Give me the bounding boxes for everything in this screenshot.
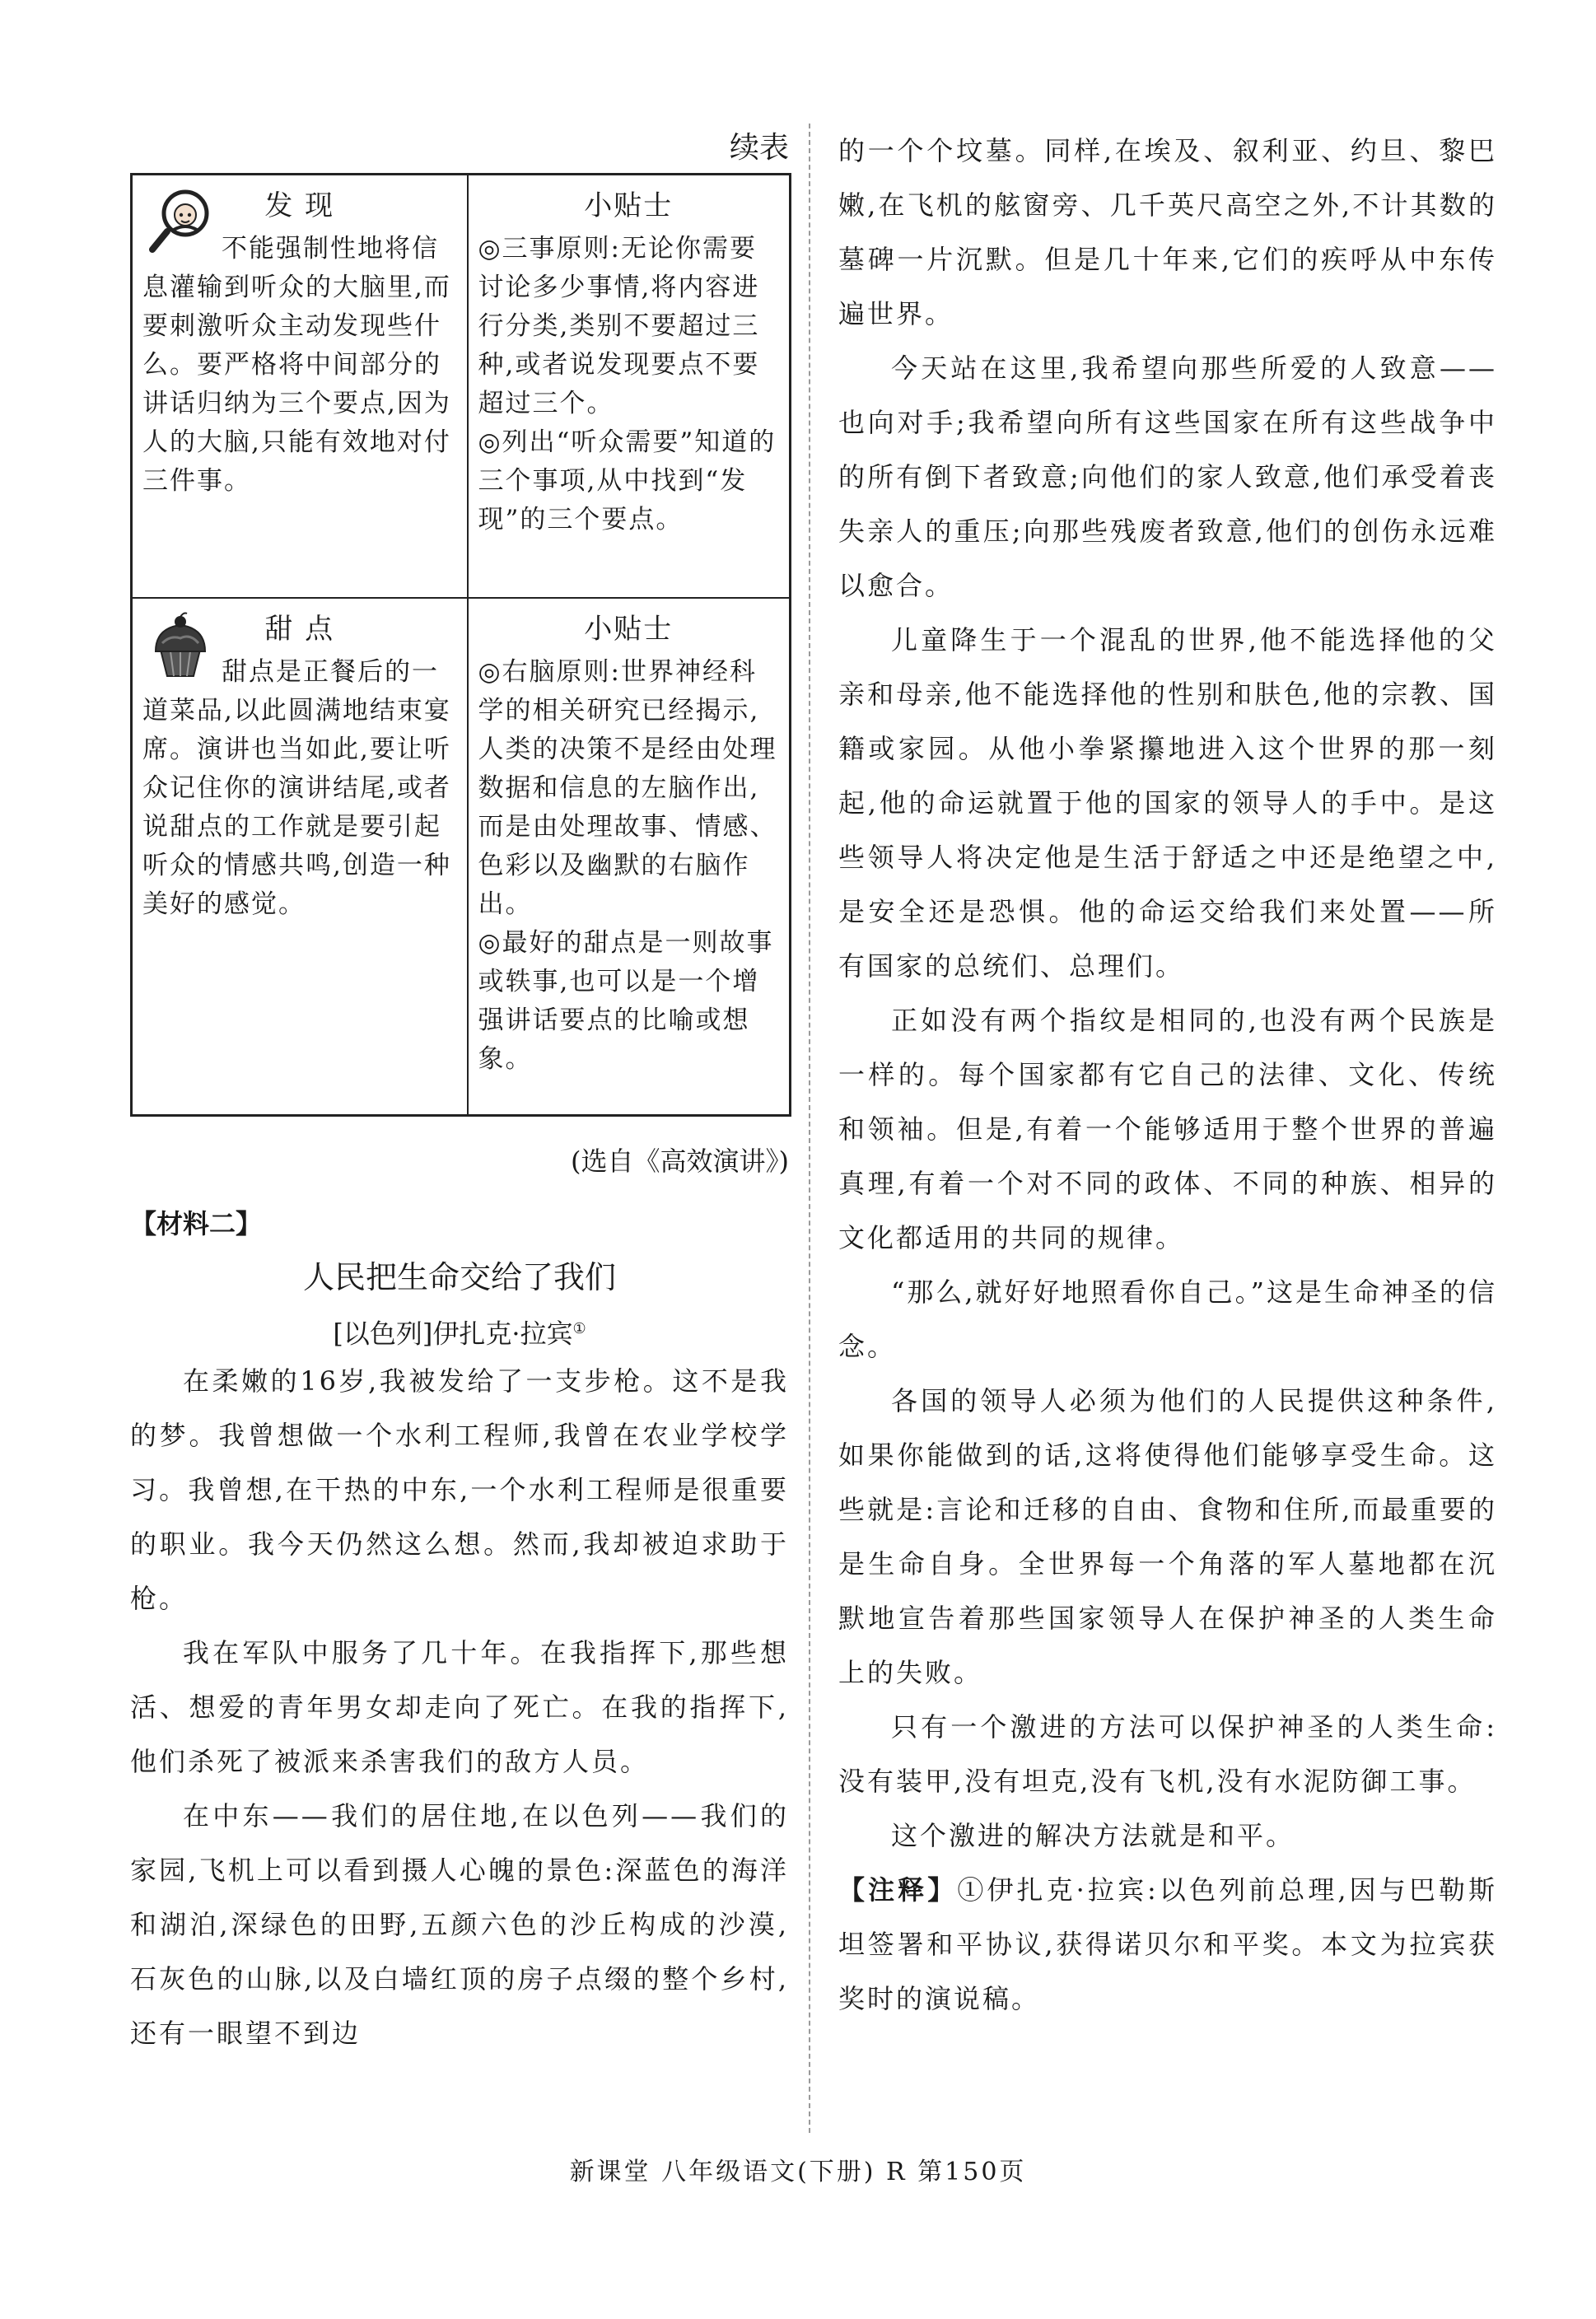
body-paragraph: 今天站在这里,我希望向那些所爱的人致意——也向对手;我希望向所有这些国家在所有这些战争中的所有倒下者致意;向他们的家人致意,他们承受着丧失亲人的重压;向那些残废者致意,他们的创伤永远难以愈合。 <box>838 352 1497 601</box>
column-divider <box>809 124 810 2133</box>
discovery-text: 不能强制性地将信息灌输到听众的大脑里,而要刺激听众主动发现些什么。要严格将中间部分的讲话归纳为三个要点,因为人的大脑,只能有效地对付三件事。 <box>142 234 451 496</box>
body-paragraph: 在中东——我们的居住地,在以色列——我们的家园,飞机上可以看到摄人心魄的景色:深蓝色的海洋和湖泊,深绿色的田野,五颜六色的沙丘构成的沙漠,石灰色的山脉,以及白墙红顶的房子点缀的整个乡村,还有一眼望不到边 <box>130 1800 789 2049</box>
left-column <box>130 124 789 2060</box>
body-paragraph: 这个激进的解决方法就是和平。 <box>891 1820 1295 1851</box>
dessert-title: 甜 点 <box>264 613 335 646</box>
author-line <box>130 1304 789 1354</box>
note-paragraph <box>838 1863 1497 2026</box>
dessert-cell <box>132 598 468 1116</box>
continued-label: 续表 <box>729 131 789 165</box>
tips-table <box>130 173 791 1117</box>
page-footer: 新课堂 八年级语文(下册) R 第150页 <box>569 2158 1027 2186</box>
table-row <box>132 175 791 599</box>
body-paragraph: 正如没有两个指纹是相同的,也没有两个民族是一样的。每个国家都有它自己的法律、文化、传统和领袖。但是,有着一个能够适用于整个世界的普遍真理,有着一个对不同的政体、不同的种族、相异的文化都适用的共同的规律。 <box>838 1005 1497 1253</box>
note-label: 【注释】 <box>838 1874 958 1906</box>
body-paragraph: “那么,就好好地照看你自己。”这是生命神圣的信念。 <box>838 1276 1497 1362</box>
author-note-mark: ① <box>572 1320 586 1337</box>
tips-title-2: 小贴士 <box>584 613 674 646</box>
author-name: [以色列]伊扎克·拉宾 <box>333 1318 573 1350</box>
tips-cell-2 <box>468 598 791 1116</box>
material-label: 【材料二】 <box>130 1208 263 1239</box>
body-paragraph-continued: 的一个个坟墓。同样,在埃及、叙利亚、约旦、黎巴嫩,在飞机的舷窗旁、几千英尺高空之外,不计其数的墓碑一片沉默。但是几十年来,它们的疾呼从中东传遍世界。 <box>838 135 1497 329</box>
note-text: ①伊扎克·拉宾:以色列前总理,因与巴勒斯坦签署和平协议,获得诺贝尔和平奖。本文为拉宾获奖时的演说稿。 <box>838 1874 1497 2014</box>
body-paragraph: 各国的领导人必须为他们的人民提供这种条件,如果你能做到的话,这将使得他们能够享受生命。这些就是:言论和迁移的自由、食物和住所,而最重要的是生命自身。全世界每一个角落的军人墓地都在沉默地宣告着那些国家领导人在保护神圣的人类生命上的失败。 <box>838 1385 1497 1688</box>
tip-item: ◎三事原则:无论你需要讨论多少事情,将内容进行分类,类别不要超过三种,或者说发现要点不要超过三个。 <box>478 234 760 418</box>
source-citation: (选自《高效演讲》) <box>571 1146 789 1177</box>
body-paragraph: 我在军队中服务了几十年。在我指挥下,那些想活、想爱的青年男女却走向了死亡。在我的指挥下,他们杀死了被派来杀害我们的敌方人员。 <box>130 1637 789 1777</box>
tip-item: ◎最好的甜点是一则故事或轶事,也可以是一个增强讲话要点的比喻或想象。 <box>478 928 774 1074</box>
body-paragraph: 在柔嫩的16岁,我被发给了一支步枪。这不是我的梦。我曾想做一个水利工程师,我曾在农业学校学习。我曾想,在干热的中东,一个水利工程师是很重要的职业。我今天仍然这么想。然而,我却被迫求助于枪。 <box>130 1365 789 1614</box>
table-row <box>132 598 791 1116</box>
article-title: 人民把生命交给了我们 <box>302 1259 616 1295</box>
discovery-title: 发 现 <box>264 189 335 222</box>
tip-item: ◎右脑原则:世界神经科学的相关研究已经揭示,人类的决策不是经由处理数据和信息的左脑作出,而是由处理故事、情感、色彩以及幽默的右脑作出。 <box>478 657 777 919</box>
cupcake-icon <box>146 610 215 679</box>
tips-title-1: 小贴士 <box>584 189 674 222</box>
body-paragraph: 只有一个激进的方法可以保护神圣的人类生命:没有装甲,没有坦克,没有飞机,没有水泥防御工事。 <box>838 1711 1497 1797</box>
tip-item: ◎列出“听众需要”知道的三个事项,从中找到“发现”的三个要点。 <box>478 427 777 534</box>
discovery-cell <box>132 175 468 599</box>
right-column <box>838 124 1497 2026</box>
dessert-text: 甜点是正餐后的一道菜品,以此圆满地结束宴席。演讲也当如此,要让听众记住你的演讲结尾,或者说甜点的工作就是要引起听众的情感共鸣,创造一种美好的感觉。 <box>142 657 451 919</box>
tips-cell-1 <box>468 175 791 599</box>
body-paragraph: 儿童降生于一个混乱的世界,他不能选择他的父亲和母亲,他不能选择他的性别和肤色,他的宗教、国籍或家园。从他小拳紧攥地进入这个世界的那一刻起,他的命运就置于他的国家的领导人的手中。是这些领导人将决定他是生活于舒适之中还是绝望之中,是安全还是恐惧。他的命运交给我们来处置——所有国家的总统们、总理们。 <box>838 624 1497 982</box>
magnifier-avatar-icon <box>146 187 215 256</box>
